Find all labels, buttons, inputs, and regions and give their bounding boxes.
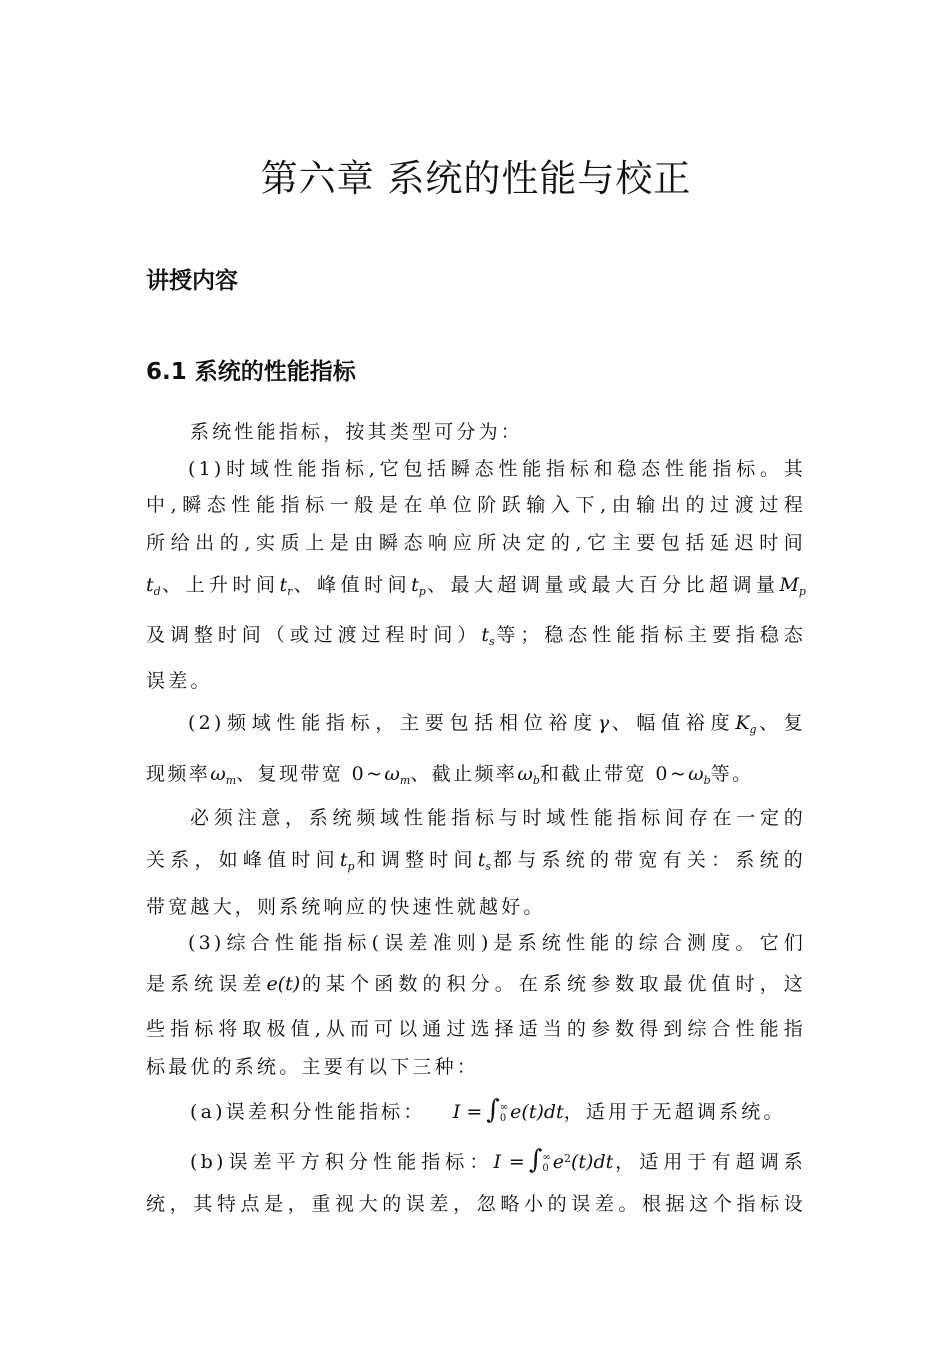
text-run: 、截止频率 [410, 763, 518, 785]
math-subscript: b [703, 774, 711, 787]
integral-sign: ∫ [528, 1145, 543, 1175]
paragraph-line: 必须注意，系统频域性能指标与时域性能指标间存在一定的 [190, 807, 806, 829]
text-run: (a)误差积分性能指标： [190, 1101, 426, 1123]
text-run: (2)频域性能指标，主要包括相位裕度 [188, 712, 598, 734]
paragraph-line: 带宽越大，则系统响应的快速性就越好。 [146, 896, 546, 918]
text-run: 都与系统的带宽有关：系统的 [491, 849, 806, 871]
paragraph-line: 中,瞬态性能指标一般是在单位阶跃输入下,由输出的过渡过程 [146, 494, 806, 516]
formula [452, 1095, 564, 1125]
text-run: 现频率 [146, 763, 211, 785]
section-heading: 讲授内容 [146, 268, 238, 294]
text-run: ，适用于无超调系统。 [563, 1101, 786, 1123]
integral-lower: 0 [542, 1163, 549, 1174]
math-symbol: ω [210, 763, 226, 785]
paragraph-line [146, 620, 806, 657]
text-run: 关系，如峰值时间 [146, 849, 340, 871]
math-subscript: m [225, 774, 237, 787]
math-subscript: d [153, 585, 161, 598]
math-symbol: ω [688, 763, 704, 785]
text-run: 和截止带宽 0~ [539, 763, 689, 785]
paragraph-line [146, 570, 806, 607]
integral-sign: ∫ [486, 1095, 500, 1125]
math-subscript: s [485, 860, 492, 873]
text-run: 等；稳态性能指标主要指稳态 [494, 624, 806, 646]
text-run: 是系统误差 [146, 973, 267, 995]
text-run: 等。 [710, 763, 754, 785]
text-run: 、复现带宽 0~ [236, 763, 385, 785]
paragraph-line: 所给出的,实质上是由瞬态响应所决定的,它主要包括延迟时间 [146, 532, 806, 554]
text-run: 及调整时间（或过渡过程时间） [146, 624, 482, 646]
text-run: 、复 [756, 712, 807, 734]
paragraph-line: 些指标将取极值,从而可以通过选择适当的参数得到综合性能指 [146, 1018, 806, 1040]
integral-lower: 0 [499, 1113, 507, 1124]
formula-lhs: I = [493, 1151, 525, 1173]
math-subscript: b [532, 774, 540, 787]
formula-body: e(t)dt [510, 1101, 564, 1123]
math-subscript: r [287, 585, 293, 598]
text-run: (b)误差平方积分性能指标： [190, 1151, 494, 1173]
paragraph-line: 标最优的系统。主要有以下三种： [146, 1056, 480, 1078]
integral-limits [500, 1102, 508, 1124]
text-run: 、最大超调量或最大百分比超调量 [425, 574, 780, 596]
math-symbol: t [146, 574, 154, 596]
math-symbol: K [735, 712, 750, 734]
math-subscript: p [798, 585, 806, 598]
paragraph-line [188, 708, 806, 745]
math-symbol: e(t) [266, 973, 301, 995]
math-subscript: m [399, 774, 411, 787]
math-symbol: t [339, 849, 348, 871]
text-run: 、峰值时间 [292, 574, 412, 596]
math-symbol: M [779, 574, 799, 596]
formula-body: (t)dt [571, 1151, 614, 1173]
math-subscript: s [488, 635, 495, 648]
text-run: 的某个函数的积分。在系统参数取最优值时，这 [300, 973, 806, 995]
paragraph-line [146, 759, 806, 796]
paragraph-line: 误差。 [146, 670, 213, 692]
formula-lhs: I = [452, 1101, 483, 1123]
math-symbol: γ [597, 712, 610, 734]
integral-upper: ∞ [499, 1102, 509, 1113]
math-subscript: p [347, 860, 355, 873]
formula-body: e [552, 1151, 564, 1173]
paragraph-line [190, 1144, 806, 1177]
integral-upper: ∞ [542, 1152, 551, 1163]
math-symbol: ω [384, 763, 400, 785]
text-run: 、上升时间 [160, 574, 280, 596]
math-symbol: t [279, 574, 288, 596]
paragraph-line [146, 845, 806, 882]
math-symbol: t [481, 624, 489, 646]
subsection-heading: 6.1 系统的性能指标 [146, 359, 356, 385]
math-symbol: t [477, 849, 486, 871]
integral-limits [542, 1152, 550, 1174]
paragraph-line: (1)时域性能指标,它包括瞬态性能指标和稳态性能指标。其 [188, 458, 806, 480]
text-run: 和调整时间 [354, 849, 478, 871]
paragraph-line: 统，其特点是，重视大的误差，忽略小的误差。根据这个指标设 [146, 1193, 806, 1215]
text-run: 、幅值裕度 [609, 712, 736, 734]
text-run: ，适用于有超调系 [613, 1151, 806, 1173]
paragraph-intro: 系统性能指标，按其类型可分为： [190, 421, 524, 443]
formula [493, 1145, 614, 1175]
paragraph-line: (3)综合性能指标(误差准则)是系统性能的综合测度。它们 [188, 932, 806, 954]
math-symbol: t [411, 574, 419, 596]
math-symbol: ω [517, 763, 533, 785]
paragraph-line [190, 1095, 806, 1127]
paragraph-line [146, 969, 806, 999]
math-subscript: g [749, 723, 757, 736]
chapter-title: 第六章 系统的性能与校正 [260, 157, 692, 200]
math-subscript: p [418, 585, 426, 598]
math-superscript: 2 [564, 1152, 571, 1165]
